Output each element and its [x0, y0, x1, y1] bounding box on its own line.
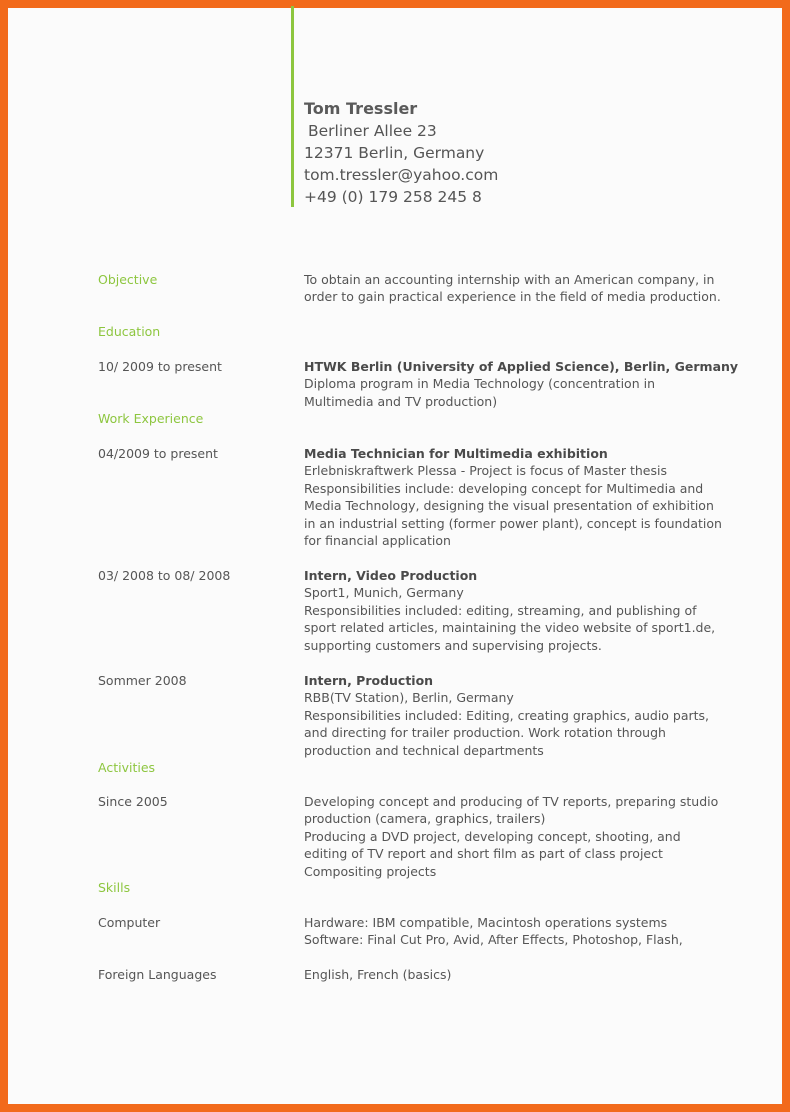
contact-header — [304, 98, 498, 208]
work-title: Intern, Video Production — [304, 568, 478, 583]
skills-line: English, French (basics) — [304, 967, 452, 982]
work-entry — [304, 672, 714, 759]
activities-line: editing of TV report and short film as part of class project — [304, 846, 663, 862]
skills-line: Hardware: IBM compatible, Macintosh operations systems — [304, 915, 668, 930]
work-date: 03/ 2008 to 08/ 2008 — [98, 568, 231, 583]
work-line: sport related articles, maintaining the video website of sport1.de, — [304, 620, 716, 636]
activities-line: Developing concept and producing of TV reports, preparing studio — [304, 794, 719, 809]
skills-label: Foreign Languages — [98, 967, 217, 982]
phone-number: +49 (0) 179 258 245 8 — [304, 188, 482, 206]
work-line: Responsibilities included: editing, streaming, and publishing of — [304, 602, 697, 618]
activities-entry — [304, 793, 719, 880]
activities-date: Since 2005 — [98, 794, 168, 809]
work-entry — [304, 445, 722, 549]
work-line: Media Technology, designing the visual presentation of exhibition — [304, 498, 714, 514]
education-line: Diploma program in Media Technology (concentration in — [304, 376, 655, 392]
work-title: Media Technician for Multimedia exhibition — [304, 446, 608, 461]
work-line: Responsibilities include: developing concept for Multimedia and — [304, 480, 704, 496]
resume-page — [8, 8, 782, 1104]
skills-line: Software: Final Cut Pro, Avid, After Effects, Photoshop, Flash, — [304, 932, 683, 948]
activities-line: production (camera, graphics, trailers) — [304, 811, 546, 827]
education-line: Multimedia and TV production) — [304, 393, 498, 409]
objective-line: order to gain practical experience in the field of media production. — [304, 289, 721, 305]
work-line: production and technical departments — [304, 742, 544, 758]
work-line: Responsibilities included: Editing, creating graphics, audio parts, — [304, 707, 710, 723]
work-line: for financial application — [304, 533, 451, 549]
city-address: 12371 Berlin, Germany — [304, 144, 485, 162]
work-line: RBB(TV Station), Berlin, Germany — [304, 690, 514, 706]
work-line: and directing for trailer production. Work rotation through — [304, 725, 666, 741]
education-date: 10/ 2009 to present — [98, 359, 222, 374]
work-line: Erlebniskraftwerk Plessa - Project is focus of Master thesis — [304, 463, 667, 479]
person-name: Tom Tressler — [304, 99, 418, 118]
work-entry — [304, 567, 714, 654]
accent-vertical-bar — [291, 6, 294, 207]
objective-text — [304, 271, 721, 306]
skills-entry — [304, 914, 714, 949]
email-address: tom.tressler@yahoo.com — [304, 166, 499, 184]
section-heading-activities: Activities — [98, 760, 156, 775]
section-heading-objective: Objective — [98, 272, 158, 287]
skills-entry — [304, 966, 714, 983]
skills-label: Computer — [98, 915, 161, 930]
work-line: supporting customers and supervising projects. — [304, 637, 602, 653]
street-address: Berliner Allee 23 — [308, 122, 437, 140]
education-entry — [304, 358, 739, 410]
work-date: Sommer 2008 — [98, 673, 187, 688]
section-heading-education: Education — [98, 324, 161, 339]
work-line: Sport1, Munich, Germany — [304, 585, 464, 601]
section-heading-work-experience: Work Experience — [98, 411, 204, 426]
education-title: HTWK Berlin (University of Applied Science), Berlin, Germany — [304, 359, 739, 374]
section-heading-skills: Skills — [98, 880, 131, 895]
work-date: 04/2009 to present — [98, 446, 218, 461]
objective-line: To obtain an accounting internship with an American company, in — [304, 272, 715, 287]
work-line: in an industrial setting (former power plant), concept is foundation — [304, 515, 722, 531]
work-title: Intern, Production — [304, 673, 434, 688]
activities-line: Compositing projects — [304, 863, 437, 879]
activities-line: Producing a DVD project, developing concept, shooting, and — [304, 828, 681, 844]
